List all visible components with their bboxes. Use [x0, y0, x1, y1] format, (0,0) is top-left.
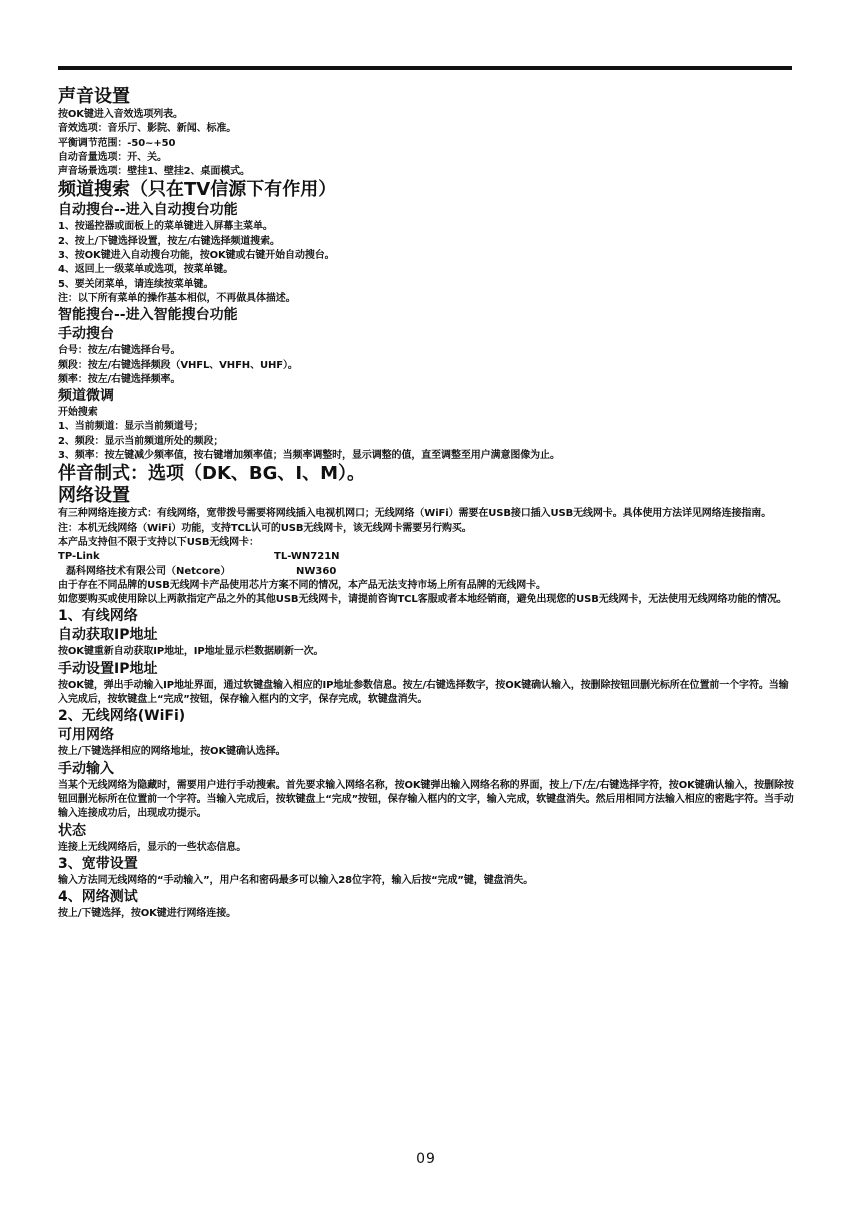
auto-ip-title: 自动获取IP地址	[58, 627, 158, 644]
page-number: 09	[416, 1151, 436, 1167]
text-line: 1、当前频道：显示当前频道号；	[58, 421, 204, 433]
supported-cards-intro: 本产品支持但不限于支持以下USB无线网卡：	[58, 536, 259, 548]
status-title: 状态	[58, 822, 86, 839]
compatibility-warning: 由于存在不同品牌的USB无线网卡产品使用芯片方案不同的情况，本产品无法支持市场上所有品牌的无线网卡。	[58, 579, 546, 591]
card-brand: 磊科网络技术有限公司（Netcore）	[66, 565, 231, 577]
network-note: 注：本机无线网络（WiFi）功能，支持TCL认可的USB无线网卡，该无线网卡需要另行购买。	[58, 522, 472, 534]
text-line: 频段：按左/右键选择频段（VHFL、VHFH、UHF）。	[58, 359, 298, 371]
card-model: NW360	[296, 565, 337, 577]
step-line: 2、按上/下键选择设置，按左/右键选择频道搜索。	[58, 235, 280, 247]
text-line: 按OK键进入音效选项列表。	[58, 109, 183, 120]
network-test-title: 4、网络测试	[58, 889, 138, 906]
text-line: 声音场景选项：壁挂1、壁挂2、桌面模式。	[58, 166, 250, 178]
text-line: 音效选项：音乐厅、影院、新闻、标准。	[58, 123, 237, 135]
auto-search-steps	[58, 220, 798, 306]
header-rule	[58, 66, 792, 70]
wifi-title: 2、无线网络(WiFi)	[58, 708, 186, 725]
card-model: TL-WN721N	[274, 551, 340, 563]
manual-input-text: 当某个无线网络为隐藏时，需要用户进行手动搜索。首先要求输入网络名称，按OK键弹出输入网络名称的界面，按上/下/左/右键选择字符，按OK键确认输入，按删除按钮回删光标所在位置前一个字符。当输入完成后，按软键盘上“完成”按钮，保存输入框内的文字，输入完成，软键盘消失。然后用相同方法输入相应的密匙字符。当手动输入连接成功后，出现成功提示。	[58, 779, 794, 820]
auto-ip-text: 按OK键重新自动获取IP地址，IP地址显示栏数据刷新一次。	[58, 646, 324, 658]
broadband-text: 输入方法同无线网络的“手动输入”，用户名和密码最多可以输入28位字符，输入后按“完成”键，键盘消失。	[58, 874, 534, 886]
network-intro: 有三种网络连接方式：有线网络，宽带拨号需要将网线插入电视机网口；无线网络（WiFi）需要在USB接口插入USB无线网卡。具体使用方法详见网络连接指南。	[58, 508, 772, 520]
step-line: 3、按OK键进入自动搜台功能，按OK键或右键开始自动搜台。	[58, 250, 335, 262]
available-networks-text: 按上/下键选择相应的网络地址，按OK键确认选择。	[58, 746, 286, 758]
note-line: 注：以下所有菜单的操作基本相似，不再做具体描述。	[58, 292, 296, 304]
sound-settings-title: 声音设置	[58, 86, 130, 107]
manual-page-content	[58, 86, 798, 921]
text-line: 3、频率：按左键减少频率值，按右键增加频率值；当频率调整时，显示调整的值，直至调整至用户满意图像为止。	[58, 450, 560, 462]
purchase-advice: 如您要购买或使用除以上两款指定产品之外的其他USB无线网卡，请提前咨询TCL客服或者本地经销商，避免出现您的USB无线网卡，无法使用无线网络功能的情况。	[58, 594, 787, 606]
manual-ip-title: 手动设置IP地址	[58, 660, 158, 677]
audio-standard-line: 伴音制式：选项（DK、BG、I、M）。	[58, 463, 365, 485]
broadband-title: 3、宽带设置	[58, 855, 138, 872]
manual-search-title: 手动搜台	[58, 326, 114, 343]
network-test-text: 按上/下键选择，按OK键进行网络连接。	[58, 908, 237, 920]
text-line: 2、频段：显示当前频道所处的频段；	[58, 435, 224, 447]
smart-search-title: 智能搜台--进入智能搜台功能	[58, 307, 238, 324]
text-line: 频率：按左/右键选择频率。	[58, 373, 181, 385]
manual-search-list	[58, 344, 798, 387]
card-brand: TP-Link	[58, 551, 100, 563]
wired-network-title: 1、有线网络	[58, 608, 138, 625]
status-text: 连接上无线网络后，显示的一些状态信息。	[58, 841, 247, 853]
step-line: 5、要关闭菜单，请连续按菜单键。	[58, 278, 214, 290]
step-line: 1、按遥控器或面板上的菜单键进入屏幕主菜单。	[58, 221, 273, 233]
text-line: 开始搜索	[58, 407, 98, 419]
card-row	[58, 550, 798, 564]
step-line: 4、返回上一级菜单或选项，按菜单键。	[58, 264, 234, 276]
channel-search-title: 频道搜索（只在TV信源下有作用）	[58, 179, 337, 201]
network-settings-title: 网络设置	[58, 485, 130, 507]
manual-ip-text: 按OK键，弹出手动输入IP地址界面，通过软键盘输入相应的IP地址参数信息。按左/右键选择数字，按OK键确认输入，按删除按钮回删光标所在位置前一个字符。当输入完成后，按软键盘上“完成”按钮，保存输入框内的文字，保存完成，软键盘消失。	[58, 679, 789, 706]
sound-settings-list	[58, 108, 798, 179]
fine-tune-list	[58, 406, 798, 463]
available-networks-title: 可用网络	[58, 727, 114, 744]
manual-input-title: 手动输入	[58, 760, 114, 777]
card-row	[58, 565, 798, 579]
text-line: 平衡调节范围：-50~+50	[58, 137, 176, 149]
auto-search-title: 自动搜台--进入自动搜台功能	[58, 202, 238, 219]
text-line: 自动音量选项：开、关。	[58, 151, 167, 163]
fine-tune-title: 频道微调	[58, 388, 114, 405]
text-line: 台号：按左/右键选择台号。	[58, 345, 181, 357]
